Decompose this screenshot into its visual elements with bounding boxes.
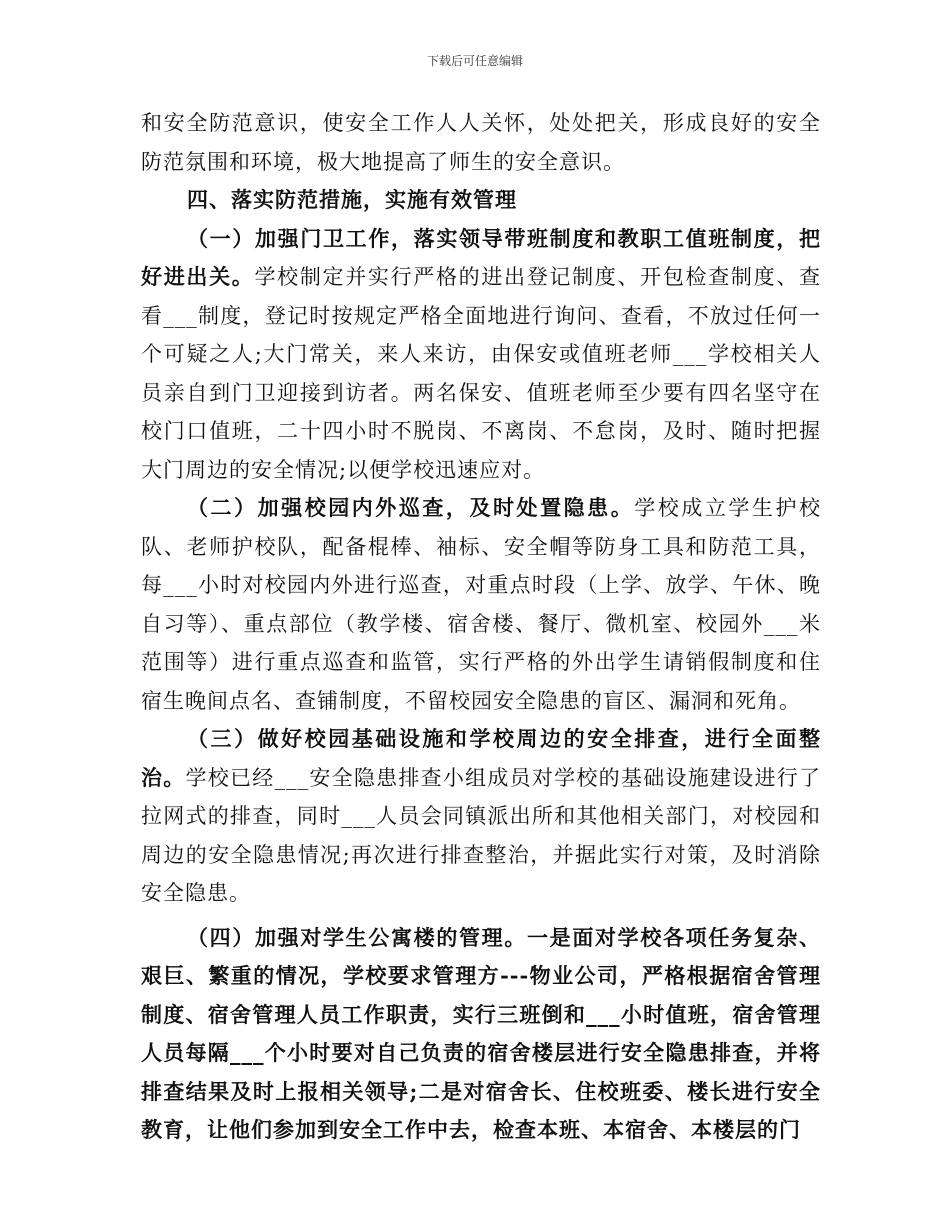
paragraph-lead: （二）加强校园内外巡查，及时处置隐患。 [187, 495, 635, 520]
section-heading-text: 四、落实防范措施，实施有效管理 [187, 187, 517, 212]
paragraph-text: 和安全防范意识，使安全工作人人关怀，处处把关，形成良好的安全防范氛围和环境，极大地提高了师生的安全意识。 [141, 111, 821, 174]
paragraph-lead: （三）做好校园基础设施和学校周边的安全排查，进行全面整治。 [141, 726, 821, 790]
paragraph-facilities [141, 720, 821, 913]
paragraph-text: （四）加强对学生公寓楼的管理。一是面对学校各项任务复杂、艰巨、繁重的情况，学校要求管理方---物业公司，严格根据宿舍管理制度、宿舍管理人员工作职责，实行三班倒和___小时值班，宿舍管理人员每隔___个小时要对自己负责的宿舍楼层进行安全隐患排查，并将排查结果及时上报相关领导;二是对宿舍长、住校班委、楼长进行安全教育，让他们参加到安全工作中去，检查本班、本宿舍、本楼层的门 [141, 924, 821, 1142]
section-heading [141, 181, 821, 220]
paragraph-lead: （一）加强门卫工作，落实领导带班制度和教职工值班制度，把好进出关。 [141, 225, 821, 289]
paragraph-continuation [141, 104, 821, 181]
document-body [141, 104, 821, 1150]
page-header: 下载后可任意编辑 [426, 54, 523, 68]
paragraph-text: 学校成立学生护校队、老师护校队，配备棍棒、袖标、安全帽等防身工具和防范工具，每___小时对校园内外进行巡查，对重点时段（上学、放学、午休、晚自习等）、重点部位（教学楼、宿舍楼、餐厅、微机室、校园外___米范围等）进行重点巡查和监管，实行严格的外出学生请销假制度和住宿生晚间点名、查铺制度，不留校园安全隐患的盲区、漏洞和死角。 [141, 496, 822, 713]
paragraph-gate-duty [141, 220, 821, 490]
paragraph-text: 学校已经___安全隐患排查小组成员对学校的基础设施建设进行了拉网式的排查，同时___人员会同镇派出所和其他相关部门，对校园和周边的安全隐患情况;再次进行排查整治，并据此实行对策，及时消除安全隐患。 [141, 765, 822, 905]
paragraph-text: 学校制定并实行严格的进出登记制度、开包检查制度、查看___制度，登记时按规定严格全面地进行询问、查看，不放过任何一个可疑之人;大门常关，来人来访，由保安或值班老师___学校相关人员亲自到门卫迎接到访者。两名保安、值班老师至少要有四名坚守在校门口值班，二十四小时不脱岗、不离岗、不怠岗，及时、随时把握大门周边的安全情况;以便学校迅速应对。 [141, 265, 822, 482]
paragraph-dormitory [141, 919, 821, 1150]
paragraph-patrol [141, 489, 821, 720]
